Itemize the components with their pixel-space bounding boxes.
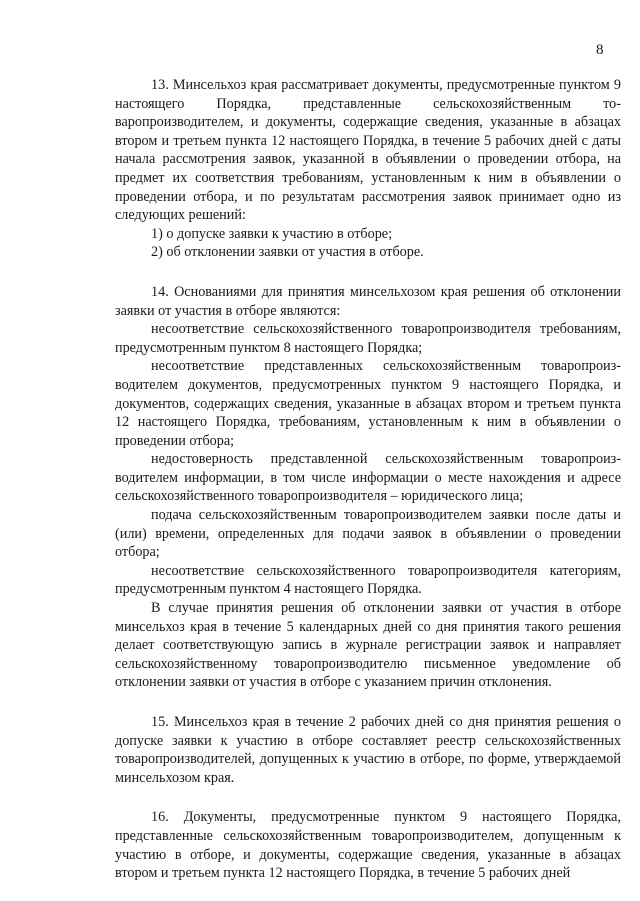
clause-14-intro: 14. Основаниями для принятия минсельхозом края решения об отклонении заявки от участия в отборе являются: [115, 283, 621, 319]
rejection-notice: В случае принятия решения об отклонении заявки от участия в отборе минсельхоз края в течение 5 календарных дней со дня принятия такого решения делает соответствующую запись в журнале регистрации заявок и направляет сельскохозяйственному товаропроизводителю письменное уведомление об отклонении заявки от участия в отборе с указанием причин отклонения. [115, 600, 621, 691]
page-number: 8 [596, 42, 604, 58]
decision-option-1: 1) о допуске заявки к участию в отборе; [151, 225, 393, 242]
section-spacer [115, 787, 621, 808]
clause-16 [115, 808, 621, 882]
clause-13-text: 13. Минсельхоз края рассматривает документы, предусмотренные пунктом 9 настоящего Порядка, представленные сельскохозяйственным товаропроизводителем, и документы, содержащие сведения, указанные в абзацах втором и третьем пункта 12 настоящего Порядка, в течение 5 рабочих дней с даты начала рассмотрения заявок, указанной в объявлении о проведении отбора, на предмет их соответствия требованиям, установленным к ним в объявлении о проведении отбора, и по результатам рассмотрения заявок принимает одно из следующих решений: [115, 77, 621, 224]
rejection-ground-4: подача сельскохозяйственным товаропроизводителем заявки после даты и (или) времени, определенных для подачи заявок в объявлении о проведении отбора; [115, 507, 621, 561]
section-spacer [115, 262, 621, 283]
clause-15 [115, 713, 621, 787]
clause-14 [115, 283, 621, 692]
rejection-ground-3: недостоверность представленной сельскохозяйственным товаропроизводителем информации, в том числе информации о месте нахождения и адресе сельскохозяйственного товаропроизводителя – юридического лица; [115, 451, 621, 505]
clause-15-text: 15. Минсельхоз края в течение 2 рабочих дней со дня принятия решения о допуске заявки к участию в отборе составляет реестр сельскохозяйственных товаропроизводителей, допущенных к участию в отборе, по форме, утверждаемой минсельхозом края. [115, 714, 621, 786]
document-body [115, 76, 621, 883]
clause-16-text: 16. Документы, предусмотренные пунктом 9 настоящего Порядка, представленные сельскохозяйственным товаропроизводителем, допущенным к участию в отборе, и документы, содержащие сведения, указанные в абзацах втором и третьем пункта 12 настоящего Порядка, в течение 5 рабочих дней [115, 809, 621, 882]
decision-option-2: 2) об отклонении заявки от участия в отборе. [151, 244, 424, 261]
rejection-ground-5: несоответствие сельскохозяйственного товаропроизводителя категориям, предусмотренным пунктом 4 настоящего Порядка. [115, 562, 621, 598]
rejection-ground-1: несоответствие сельскохозяйственного товаропроизводителя требованиям, предусмотренным пунктом 8 настоящего Порядка; [115, 321, 621, 356]
clause-13 [115, 76, 621, 262]
rejection-ground-2: несоответствие представленных сельскохозяйственным товаропроизводителем документов, предусмотренных пунктом 9 настоящего Порядка, и документов, содержащих сведения, указанные в абзацах втором и третьем пункта 12 настоящего Порядка, требованиям, установленным к ним в объявлении о проведении отбора; [115, 358, 621, 449]
section-spacer [115, 692, 621, 713]
